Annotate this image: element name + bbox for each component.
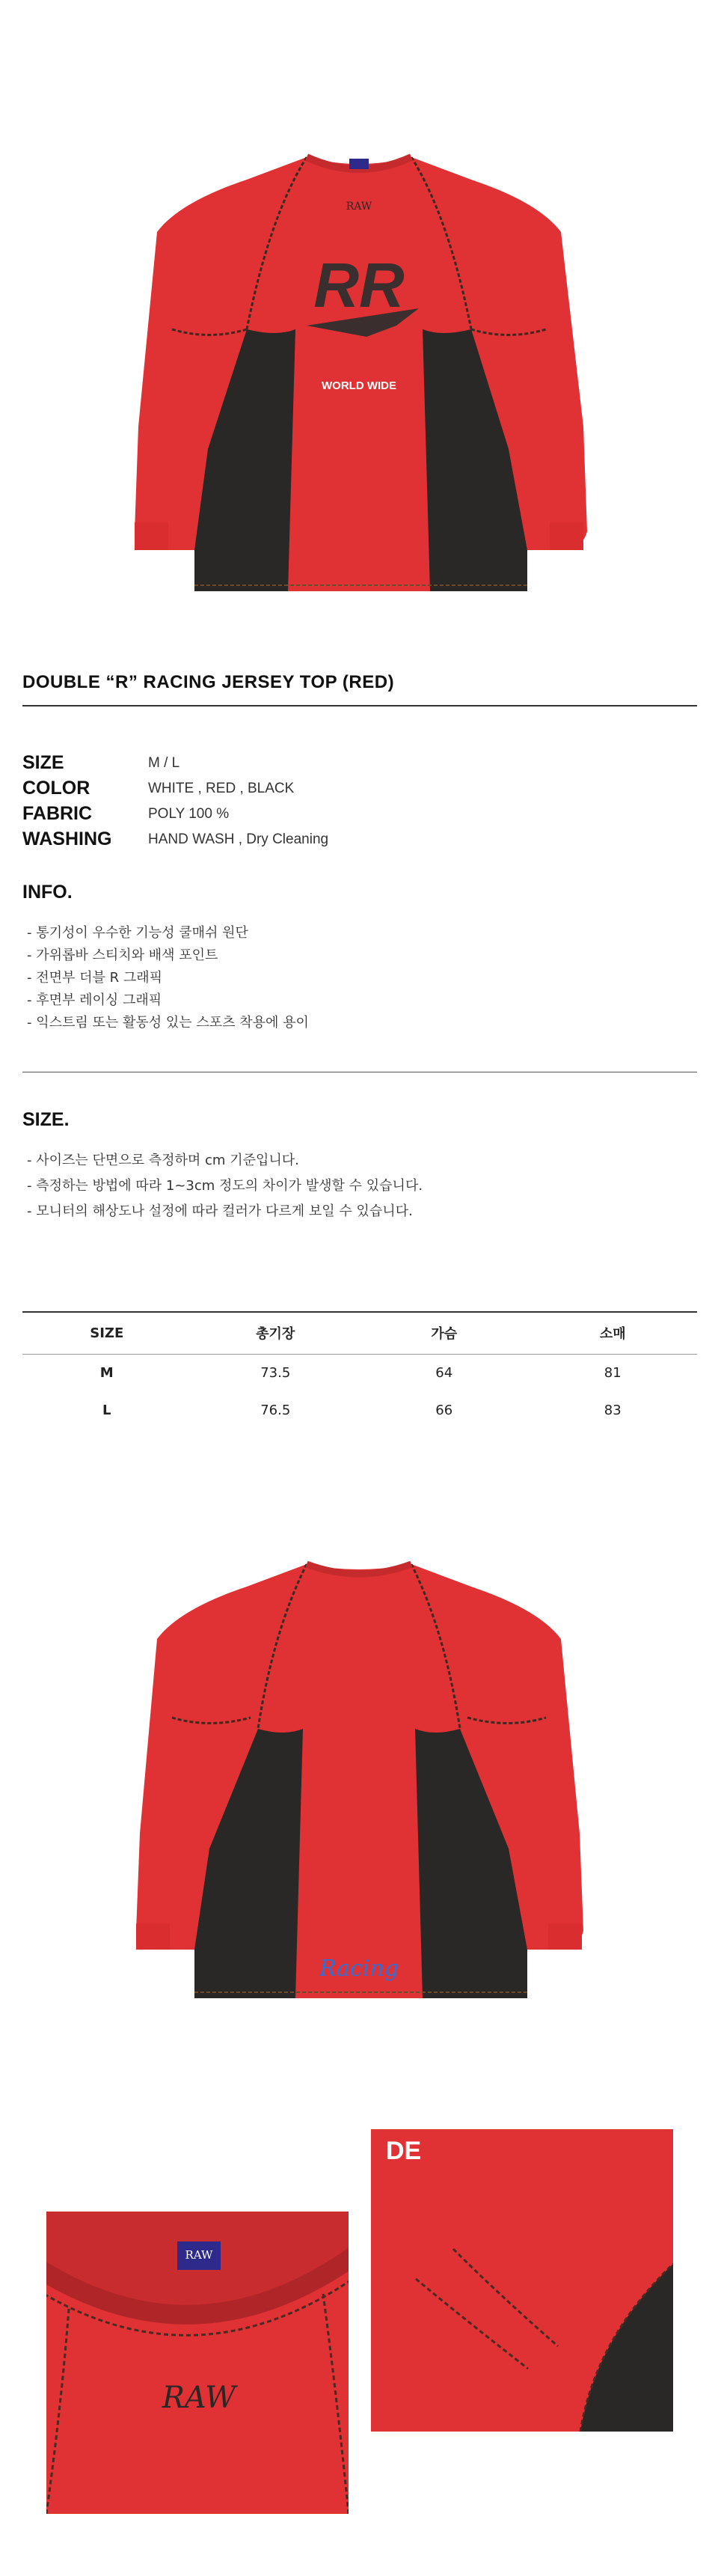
size-cell: 73.5 bbox=[260, 1364, 291, 1381]
back-shirt-image bbox=[0, 1549, 718, 1998]
spec-key: SIZE bbox=[22, 752, 64, 773]
size-table bbox=[22, 1311, 697, 1429]
size-table-header-cell: 가슴 bbox=[360, 1312, 529, 1354]
size-heading: SIZE. bbox=[22, 1109, 70, 1130]
size-table-header-cell: 총기장 bbox=[191, 1312, 360, 1354]
rr-graphic: RR bbox=[313, 250, 405, 320]
spec-value: POLY 100 % bbox=[148, 806, 230, 822]
size-cell: 66 bbox=[435, 1402, 453, 1418]
size-cell: M bbox=[99, 1364, 114, 1381]
collar-detail-image bbox=[46, 2212, 349, 2514]
spec-key: FABRIC bbox=[22, 803, 93, 824]
sleeve-print-text: DE bbox=[386, 2137, 422, 2165]
size-note: - 모니터의 해상도나 설정에 따라 컬러가 다르게 보일 수 있습니다. bbox=[27, 1203, 413, 1219]
spec-row-fabric bbox=[22, 803, 681, 825]
info-item: - 통기성이 우수한 기능성 쿨매쉬 원단 bbox=[27, 925, 248, 941]
size-cell: 76.5 bbox=[260, 1402, 291, 1418]
info-item: - 가위롭바 스티치와 배색 포인트 bbox=[27, 947, 218, 963]
spec-row-color bbox=[22, 778, 681, 800]
spec-row-washing bbox=[22, 828, 681, 851]
size-table-header bbox=[22, 1312, 697, 1354]
sleeve-detail-illustration bbox=[371, 2129, 673, 2432]
size-cell: 81 bbox=[604, 1364, 622, 1381]
spec-value: HAND WASH , Dry Cleaning bbox=[148, 831, 329, 847]
collar-raw-print: RAW bbox=[162, 2381, 236, 2415]
neck-label bbox=[349, 159, 369, 169]
spec-value: M / L bbox=[148, 755, 180, 771]
size-table-header-cell: SIZE bbox=[22, 1312, 191, 1354]
collar-detail-illustration bbox=[46, 2212, 349, 2514]
front-small-print: RAW bbox=[346, 201, 372, 213]
spec-row-size bbox=[22, 752, 681, 775]
info-heading: INFO. bbox=[22, 882, 73, 903]
info-item: - 전면부 더블 R 그래픽 bbox=[27, 970, 162, 986]
spec-value: WHITE , RED , BLACK bbox=[148, 781, 295, 796]
sleeve-detail-image bbox=[371, 2129, 673, 2432]
size-cell: L bbox=[102, 1402, 111, 1418]
front-shirt-image bbox=[0, 112, 718, 599]
back-racing-print: Racing bbox=[319, 1956, 399, 1982]
front-shirt-illustration bbox=[120, 112, 598, 599]
table-row bbox=[22, 1354, 697, 1391]
size-note: - 측정하는 방법에 따라 1~3cm 정도의 차이가 발생할 수 있습니다. bbox=[27, 1178, 423, 1194]
spec-key: COLOR bbox=[22, 778, 90, 799]
size-note: - 사이즈는 단면으로 측정하며 cm 기준입니다. bbox=[27, 1153, 299, 1168]
collar-label-text: RAW bbox=[185, 2248, 213, 2262]
spec-key: WASHING bbox=[22, 828, 112, 849]
world-wide-print: WORLD WIDE bbox=[322, 379, 396, 392]
size-cell: 83 bbox=[604, 1402, 622, 1418]
size-table-header-cell: 소매 bbox=[529, 1312, 698, 1354]
info-item: - 후면부 레이싱 그래픽 bbox=[27, 992, 162, 1008]
info-item: - 익스트림 또는 활동성 있는 스포츠 착용에 용이 bbox=[27, 1015, 309, 1031]
product-title: DOUBLE “R” RACING JERSEY TOP (RED) bbox=[22, 672, 395, 692]
title-divider bbox=[22, 705, 697, 706]
table-row bbox=[22, 1391, 697, 1429]
back-shirt-illustration bbox=[0, 1549, 718, 1998]
size-cell: 64 bbox=[435, 1364, 453, 1381]
